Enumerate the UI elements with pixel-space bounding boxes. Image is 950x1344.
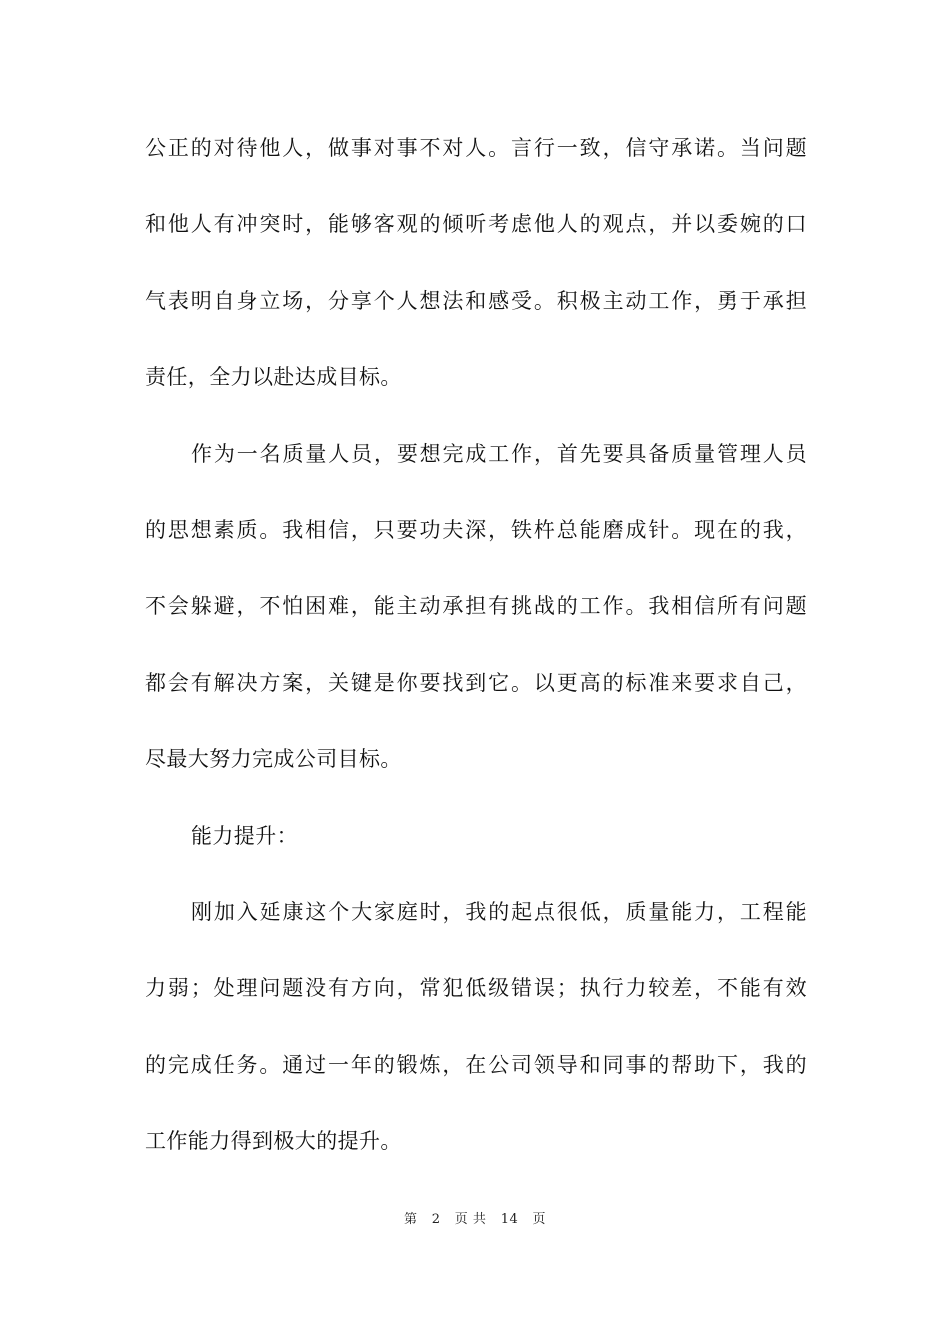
paragraph-1-line-4: 责任，全力以赴达成目标。 [145,365,402,390]
paragraph-4-line-1: 刚加入延康这个大家庭时，我的起点很低，质量能力，工程能 [191,899,807,924]
paragraph-1-line-1: 公正的对待他人，做事对事不对人。言行一致，信守承诺。当问题 [145,136,807,160]
body-text [145,130,807,1199]
paragraph-2-line-3: 不会躲避，不怕困难，能主动承担有挑战的工作。我相信所有问题 [145,594,807,619]
footer-total-pages: 14 [500,1212,519,1227]
paragraph-2-line-2: 的思想素质。我相信，只要功夫深，铁杵总能磨成针。现在的我， [145,517,807,542]
footer-middle: 页 共 [454,1212,487,1227]
paragraph-2-line-1: 作为一名质量人员，要想完成工作，首先要具备质量管理人员 [191,441,807,466]
footer-suffix: 页 [532,1212,547,1227]
paragraph-1-line-2: 和他人有冲突时，能够客观的倾听考虑他人的观点，并以委婉的口 [145,212,807,237]
paragraph-2-line-5: 尽最大努力完成公司目标。 [145,747,402,772]
paragraph-4-line-4: 工作能力得到极大的提升。 [145,1129,402,1154]
paragraph-1-line-3: 气表明自身立场，分享个人想法和感受。积极主动工作，勇于承担 [145,288,807,313]
footer-current-page: 2 [431,1212,441,1227]
paragraph-2-line-4: 都会有解决方案，关键是你要找到它。以更高的标准来要求自己， [145,670,807,695]
paragraph-4-line-3: 的完成任务。通过一年的锻炼，在公司领导和同事的帮助下，我的 [145,1052,807,1077]
paragraph-4-line-2: 力弱；处理问题没有方向，常犯低级错误；执行力较差，不能有效 [145,976,807,1001]
footer-prefix: 第 [403,1212,418,1227]
section-heading: 能力提升： [191,823,298,848]
page-footer [0,1208,950,1227]
